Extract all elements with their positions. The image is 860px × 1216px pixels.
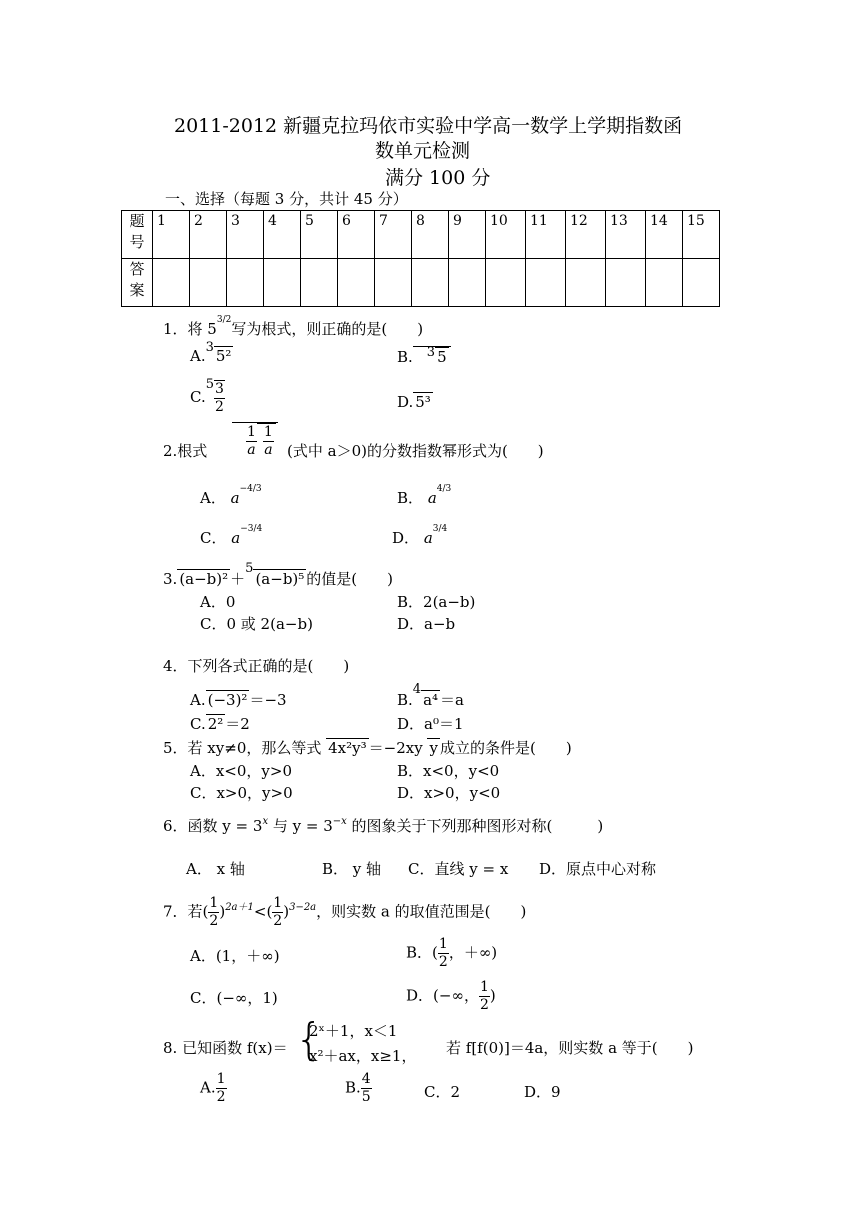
- fraction-half: [479, 979, 490, 1014]
- question-5-suffix: 成立的条件是( ): [439, 739, 572, 757]
- table-cell-number: 5: [301, 211, 338, 259]
- row-header-char: 案: [129, 281, 145, 299]
- question-2-option-c: [200, 524, 263, 548]
- table-cell-number: 2: [190, 211, 227, 259]
- row-header-char: 答: [129, 260, 145, 278]
- question-6-part: 的图象关于下列那种图形对称( ): [346, 817, 604, 835]
- question-2-option-b: [397, 484, 452, 508]
- question-7-prefix: 7．若(: [163, 902, 209, 921]
- power-base: a: [231, 529, 241, 547]
- question-4-stem: 4．下列各式正确的是( ): [163, 657, 350, 675]
- power-base: a: [427, 489, 437, 507]
- question-1-option-b: [397, 346, 451, 368]
- root-index: 5: [245, 561, 254, 576]
- radicand: 5: [437, 348, 447, 366]
- question-1-prefix: 1．将 5: [163, 320, 217, 338]
- question-3-option-a: A．0: [200, 593, 236, 611]
- answer-cell[interactable]: [375, 259, 412, 307]
- question-2-stem-prefix: 2.根式: [163, 442, 208, 460]
- answer-cell[interactable]: [606, 259, 646, 307]
- question-1-option-d: [397, 392, 433, 411]
- table-cell-number: 1: [153, 211, 190, 259]
- option-label: A．: [200, 489, 226, 507]
- exponent: −x: [332, 816, 347, 827]
- question-1-option-a: [190, 340, 233, 365]
- question-6-option-d: D．原点中心对称: [539, 860, 657, 878]
- numerator: 4: [361, 1071, 371, 1087]
- radicand: 2²: [207, 715, 224, 733]
- page-title-line-2: 数单元检测: [375, 140, 471, 162]
- question-1-suffix: 写为根式，则正确的是( ): [231, 320, 424, 338]
- radicand: 5²: [215, 347, 232, 365]
- root-index: 4: [412, 682, 422, 697]
- option-label: B.: [397, 348, 413, 366]
- fraction: [361, 1071, 372, 1106]
- denominator: 2: [216, 1089, 226, 1105]
- fraction: [263, 424, 274, 459]
- option-label: A.: [190, 691, 206, 709]
- power-exponent: 3/4: [432, 524, 448, 534]
- question-7-option-b: [406, 936, 497, 971]
- answer-cell[interactable]: [190, 259, 227, 307]
- denominator: a: [247, 442, 256, 458]
- table-row-header-answer: [122, 259, 153, 307]
- option-label: B．(: [406, 943, 438, 962]
- question-7-option-c: C．(−∞，1): [190, 989, 278, 1007]
- denominator: 2: [479, 997, 489, 1013]
- option-label: D．: [392, 529, 420, 547]
- question-5-option-a: A．x<0，y>0: [190, 762, 292, 780]
- question-4-option-d: D．a⁰＝1: [397, 715, 464, 733]
- question-8-option-a: [200, 1071, 227, 1106]
- question-4-option-c: [190, 713, 250, 734]
- exponent: 3−2a: [289, 901, 317, 913]
- answer-cell[interactable]: [264, 259, 301, 307]
- fraction-half: [208, 895, 219, 930]
- question-3-option-d: D．a−b: [397, 615, 456, 633]
- root-index: 3: [205, 340, 214, 355]
- question-3-stem: [163, 561, 394, 589]
- numerator: 1: [479, 979, 489, 995]
- answer-cell[interactable]: [566, 259, 606, 307]
- question-8-stem-prefix: 8. 已知函数 f(x)＝: [163, 1039, 288, 1057]
- question-8-case-2: x²＋ax，x≥1，: [309, 1047, 417, 1065]
- question-7-stem: 7．若( $\frac{1}{2}$ )$^{2a+1}$<( $\frac{1}{2}$ )$^{3-2a}$，则实数 a 的取值范围是( ): [163, 895, 527, 929]
- exponent: 2a＋1: [225, 901, 254, 913]
- denominator: 2: [273, 913, 283, 929]
- question-8-option-d: D．9: [524, 1083, 561, 1101]
- denominator: 2: [438, 954, 448, 970]
- inner-radical: [257, 423, 276, 459]
- option-label: D.: [397, 393, 414, 411]
- question-7-suffix: ，则实数 a 的取值范围是( ): [316, 902, 527, 921]
- question-8-option-b: [345, 1071, 372, 1106]
- radicand: (a−b)²: [179, 570, 229, 588]
- answer-cell[interactable]: [683, 259, 720, 307]
- numerator: 1: [263, 424, 273, 440]
- table-cell-number: 4: [264, 211, 301, 259]
- row-header-char: 题: [129, 212, 145, 230]
- option-label: B．: [397, 489, 424, 507]
- table-cell-number: 15: [683, 211, 720, 259]
- answer-cell[interactable]: [227, 259, 264, 307]
- denominator: 2: [215, 399, 224, 415]
- question-1-option-c: [190, 377, 225, 416]
- power-base: a: [423, 529, 433, 547]
- option-label: C．: [200, 529, 227, 547]
- question-2-option-d: [392, 524, 448, 548]
- answer-cell[interactable]: [486, 259, 526, 307]
- question-6-option-b: B． y 轴: [322, 860, 382, 878]
- table-cell-number: 3: [227, 211, 264, 259]
- question-7-option-a: A．(1，＋∞): [190, 947, 280, 965]
- page-title-line-1: 2011-2012 新疆克拉玛依市实验中学高一数学上学期指数函: [174, 115, 683, 137]
- option-label: A.: [190, 347, 206, 365]
- question-1-exponent: 3/2: [216, 315, 232, 325]
- question-3-prefix: 3.: [163, 570, 178, 588]
- piecewise-brace-icon: {: [295, 1014, 323, 1065]
- numerator: 1: [209, 895, 219, 911]
- radicand: (a−b)⁵: [255, 570, 305, 588]
- question-3-suffix: 的值是( ): [306, 570, 394, 588]
- answer-table-answer-row: [122, 259, 720, 307]
- fraction-half: [272, 895, 283, 930]
- option-label: A.: [200, 1078, 216, 1097]
- question-6-part: 与 y = 3: [268, 817, 333, 835]
- question-5-option-d: D．x>0，y<0: [397, 784, 501, 802]
- option-rhs: ＝2: [225, 715, 250, 733]
- numerator: 1: [216, 1071, 226, 1087]
- equation-middle: ＝−2xy: [368, 739, 423, 757]
- radicand: y: [429, 739, 438, 757]
- outer-radical: [413, 346, 451, 368]
- root-index: 3: [426, 345, 436, 360]
- option-label: B.: [345, 1078, 361, 1097]
- option-rhs: ＝a: [440, 691, 464, 709]
- question-5-prefix: 5．若 xy≠0，那么等式: [163, 739, 322, 757]
- question-8-option-c: C．2: [424, 1083, 461, 1101]
- answer-cell[interactable]: [526, 259, 566, 307]
- power-exponent: 4/3: [436, 484, 452, 494]
- power-base: a: [230, 489, 240, 507]
- table-cell-number: 8: [412, 211, 449, 259]
- less-than: <(: [253, 902, 273, 921]
- radicand: 5³: [415, 393, 431, 411]
- numerator: 1: [273, 895, 283, 911]
- page-subtitle-score: 满分 100 分: [385, 167, 491, 189]
- question-4-option-b: [397, 682, 464, 710]
- answer-cell[interactable]: [449, 259, 486, 307]
- answer-cell[interactable]: [646, 259, 683, 307]
- fraction: [216, 1071, 227, 1106]
- table-cell-number: 12: [566, 211, 606, 259]
- section-heading-choice: 一、选择（每题 3 分，共计 45 分）: [165, 190, 408, 208]
- fraction: [246, 424, 257, 459]
- table-cell-number: 6: [338, 211, 375, 259]
- question-2-stem-suffix: (式中 a＞0)的分数指数幂形式为( ): [287, 442, 544, 460]
- answer-cell[interactable]: [338, 259, 375, 307]
- question-4-option-a: [190, 689, 287, 710]
- question-2-nested-radical: [232, 422, 278, 459]
- option-label: B.: [397, 691, 413, 709]
- numerator: 1: [438, 936, 448, 952]
- question-8-stem-suffix: 若 f[f(0)]＝4a，则实数 a 等于( ): [446, 1039, 694, 1057]
- table-cell-number: 11: [526, 211, 566, 259]
- question-5-option-c: C．x>0，y>0: [190, 784, 293, 802]
- question-7-option-d: [406, 979, 496, 1014]
- question-3-option-c: C．0 或 2(a−b): [200, 615, 313, 633]
- option-tail: ): [489, 986, 496, 1005]
- answer-cell[interactable]: [301, 259, 338, 307]
- radicand-fraction: [214, 380, 225, 416]
- question-2-option-a: [200, 484, 262, 508]
- denominator: 5: [361, 1089, 371, 1105]
- option-label: C.: [190, 715, 206, 733]
- table-cell-number: 10: [486, 211, 526, 259]
- root-index: 5: [205, 377, 214, 392]
- answer-cell[interactable]: [412, 259, 449, 307]
- question-6-option-a: A． x 轴: [186, 860, 245, 878]
- question-8-case-1: 2ˣ＋1，x＜1: [309, 1022, 398, 1040]
- option-label: D．(−∞，: [406, 986, 479, 1005]
- question-6-stem: [163, 815, 603, 836]
- question-1-stem: [163, 315, 424, 339]
- power-exponent: −3/4: [240, 524, 263, 534]
- option-label: C.: [190, 388, 206, 406]
- question-3-option-b: B．2(a−b): [397, 593, 476, 611]
- option-rhs: ＝−3: [249, 691, 287, 709]
- option-tail: ，＋∞): [448, 943, 498, 962]
- question-6-option-c: C．直线 y = x: [408, 860, 509, 878]
- numerator: 3: [215, 381, 224, 397]
- radicand: (−3)²: [207, 691, 248, 709]
- table-cell-number: 9: [449, 211, 486, 259]
- denominator: a: [264, 442, 273, 458]
- radicand: a⁴: [423, 691, 439, 709]
- question-5-option-b: B．x<0，y<0: [397, 762, 500, 780]
- denominator: 2: [209, 913, 219, 929]
- question-5-stem: [163, 737, 572, 758]
- table-row-header-number: [122, 211, 153, 259]
- power-exponent: −4/3: [239, 484, 262, 494]
- table-cell-number: 13: [606, 211, 646, 259]
- plus-sign: ＋: [230, 570, 246, 588]
- question-6-part: 6．函数 y = 3: [163, 817, 263, 835]
- table-cell-number: 14: [646, 211, 683, 259]
- answer-cell[interactable]: [153, 259, 190, 307]
- answer-table: [121, 210, 720, 307]
- radicand: 4x²y³: [328, 739, 367, 757]
- fraction-half: [438, 936, 449, 971]
- row-header-char: 号: [129, 233, 145, 251]
- exponent: x: [262, 816, 269, 827]
- numerator: 1: [247, 424, 256, 440]
- table-cell-number: 7: [375, 211, 412, 259]
- outer-radical: [232, 422, 278, 459]
- answer-table-number-row: [122, 211, 720, 259]
